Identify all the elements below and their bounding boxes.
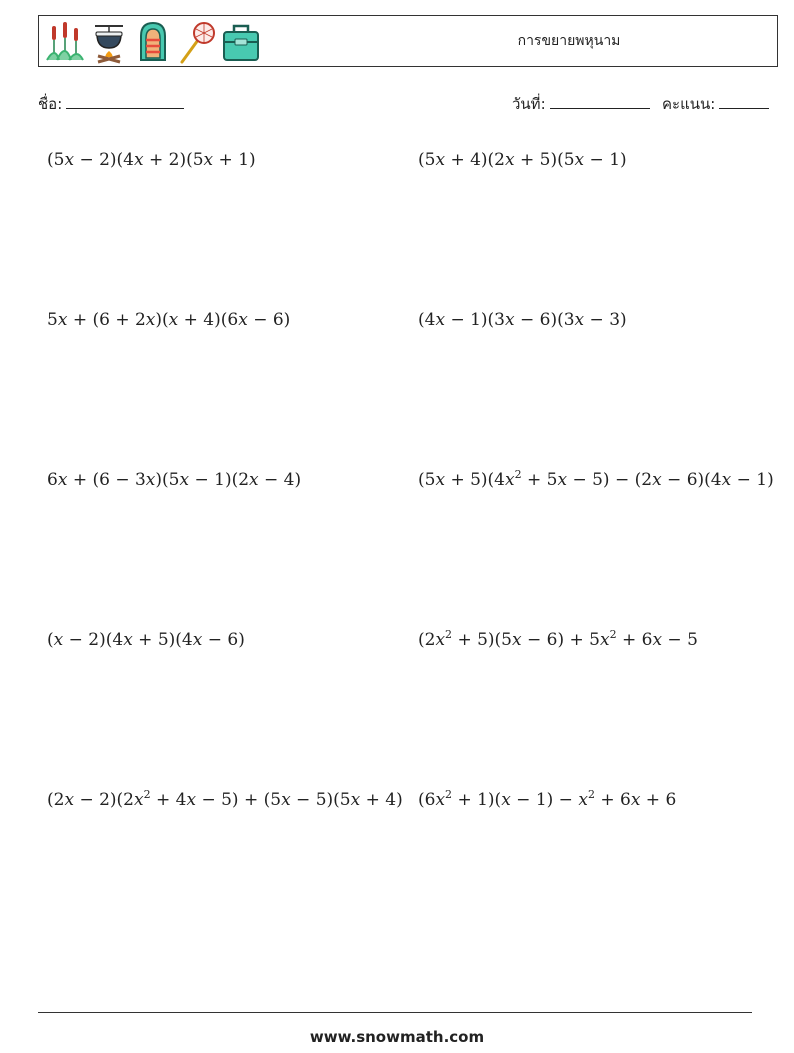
name-blank[interactable] <box>66 94 184 109</box>
problem-2: (5x + 4)(2x + 5)(5x − 1) <box>418 150 627 170</box>
campfire-cooking-pot-icon <box>89 20 129 64</box>
problem-4: (4x − 1)(3x − 6)(3x − 3) <box>418 310 627 330</box>
name-label: ชื่อ: <box>38 95 63 113</box>
score-label: คะแนน: <box>662 95 716 113</box>
footer-website[interactable]: www.snowmath.com <box>309 1028 485 1046</box>
date-blank[interactable] <box>550 94 650 109</box>
problem-3: 5x + (6 + 2x)(x + 4)(6x − 6) <box>47 310 291 330</box>
score-field <box>662 92 769 116</box>
worksheet-header <box>38 15 778 67</box>
name-field <box>38 92 184 116</box>
cattail-plants-icon <box>45 20 85 64</box>
header-icons <box>45 20 261 64</box>
problem-8: $(2x^2 + 5)(5x - 6) + 5x^2 + 6x - 5$ <box>418 628 698 650</box>
problem-9: $(2x - 2)(2x^2 + 4x - 5) + (5x - 5)(5x + 4)$ <box>47 788 403 810</box>
inflatable-boat-icon <box>133 20 173 64</box>
problem-5: 6x + (6 − 3x)(5x − 1)(2x − 4) <box>47 470 302 490</box>
problem-6: $(5x + 5)(4x^2 + 5x - 5) - (2x - 6)(4x - 1)$ <box>418 468 774 490</box>
date-field <box>512 92 650 116</box>
date-label: วันที่: <box>512 95 546 113</box>
fishing-net-icon <box>177 20 217 64</box>
problem-10: $(6x^2 + 1)(x - 1) - x^2 + 6x + 6$ <box>418 788 677 810</box>
footer-divider <box>38 1012 752 1013</box>
problem-1: (5x − 2)(4x + 2)(5x + 1) <box>47 150 256 170</box>
cooler-box-icon <box>221 20 261 64</box>
worksheet-title: การขยายพหุนาม <box>517 33 621 49</box>
score-blank[interactable] <box>719 94 769 109</box>
problem-7: (x − 2)(4x + 5)(4x − 6) <box>47 630 245 650</box>
